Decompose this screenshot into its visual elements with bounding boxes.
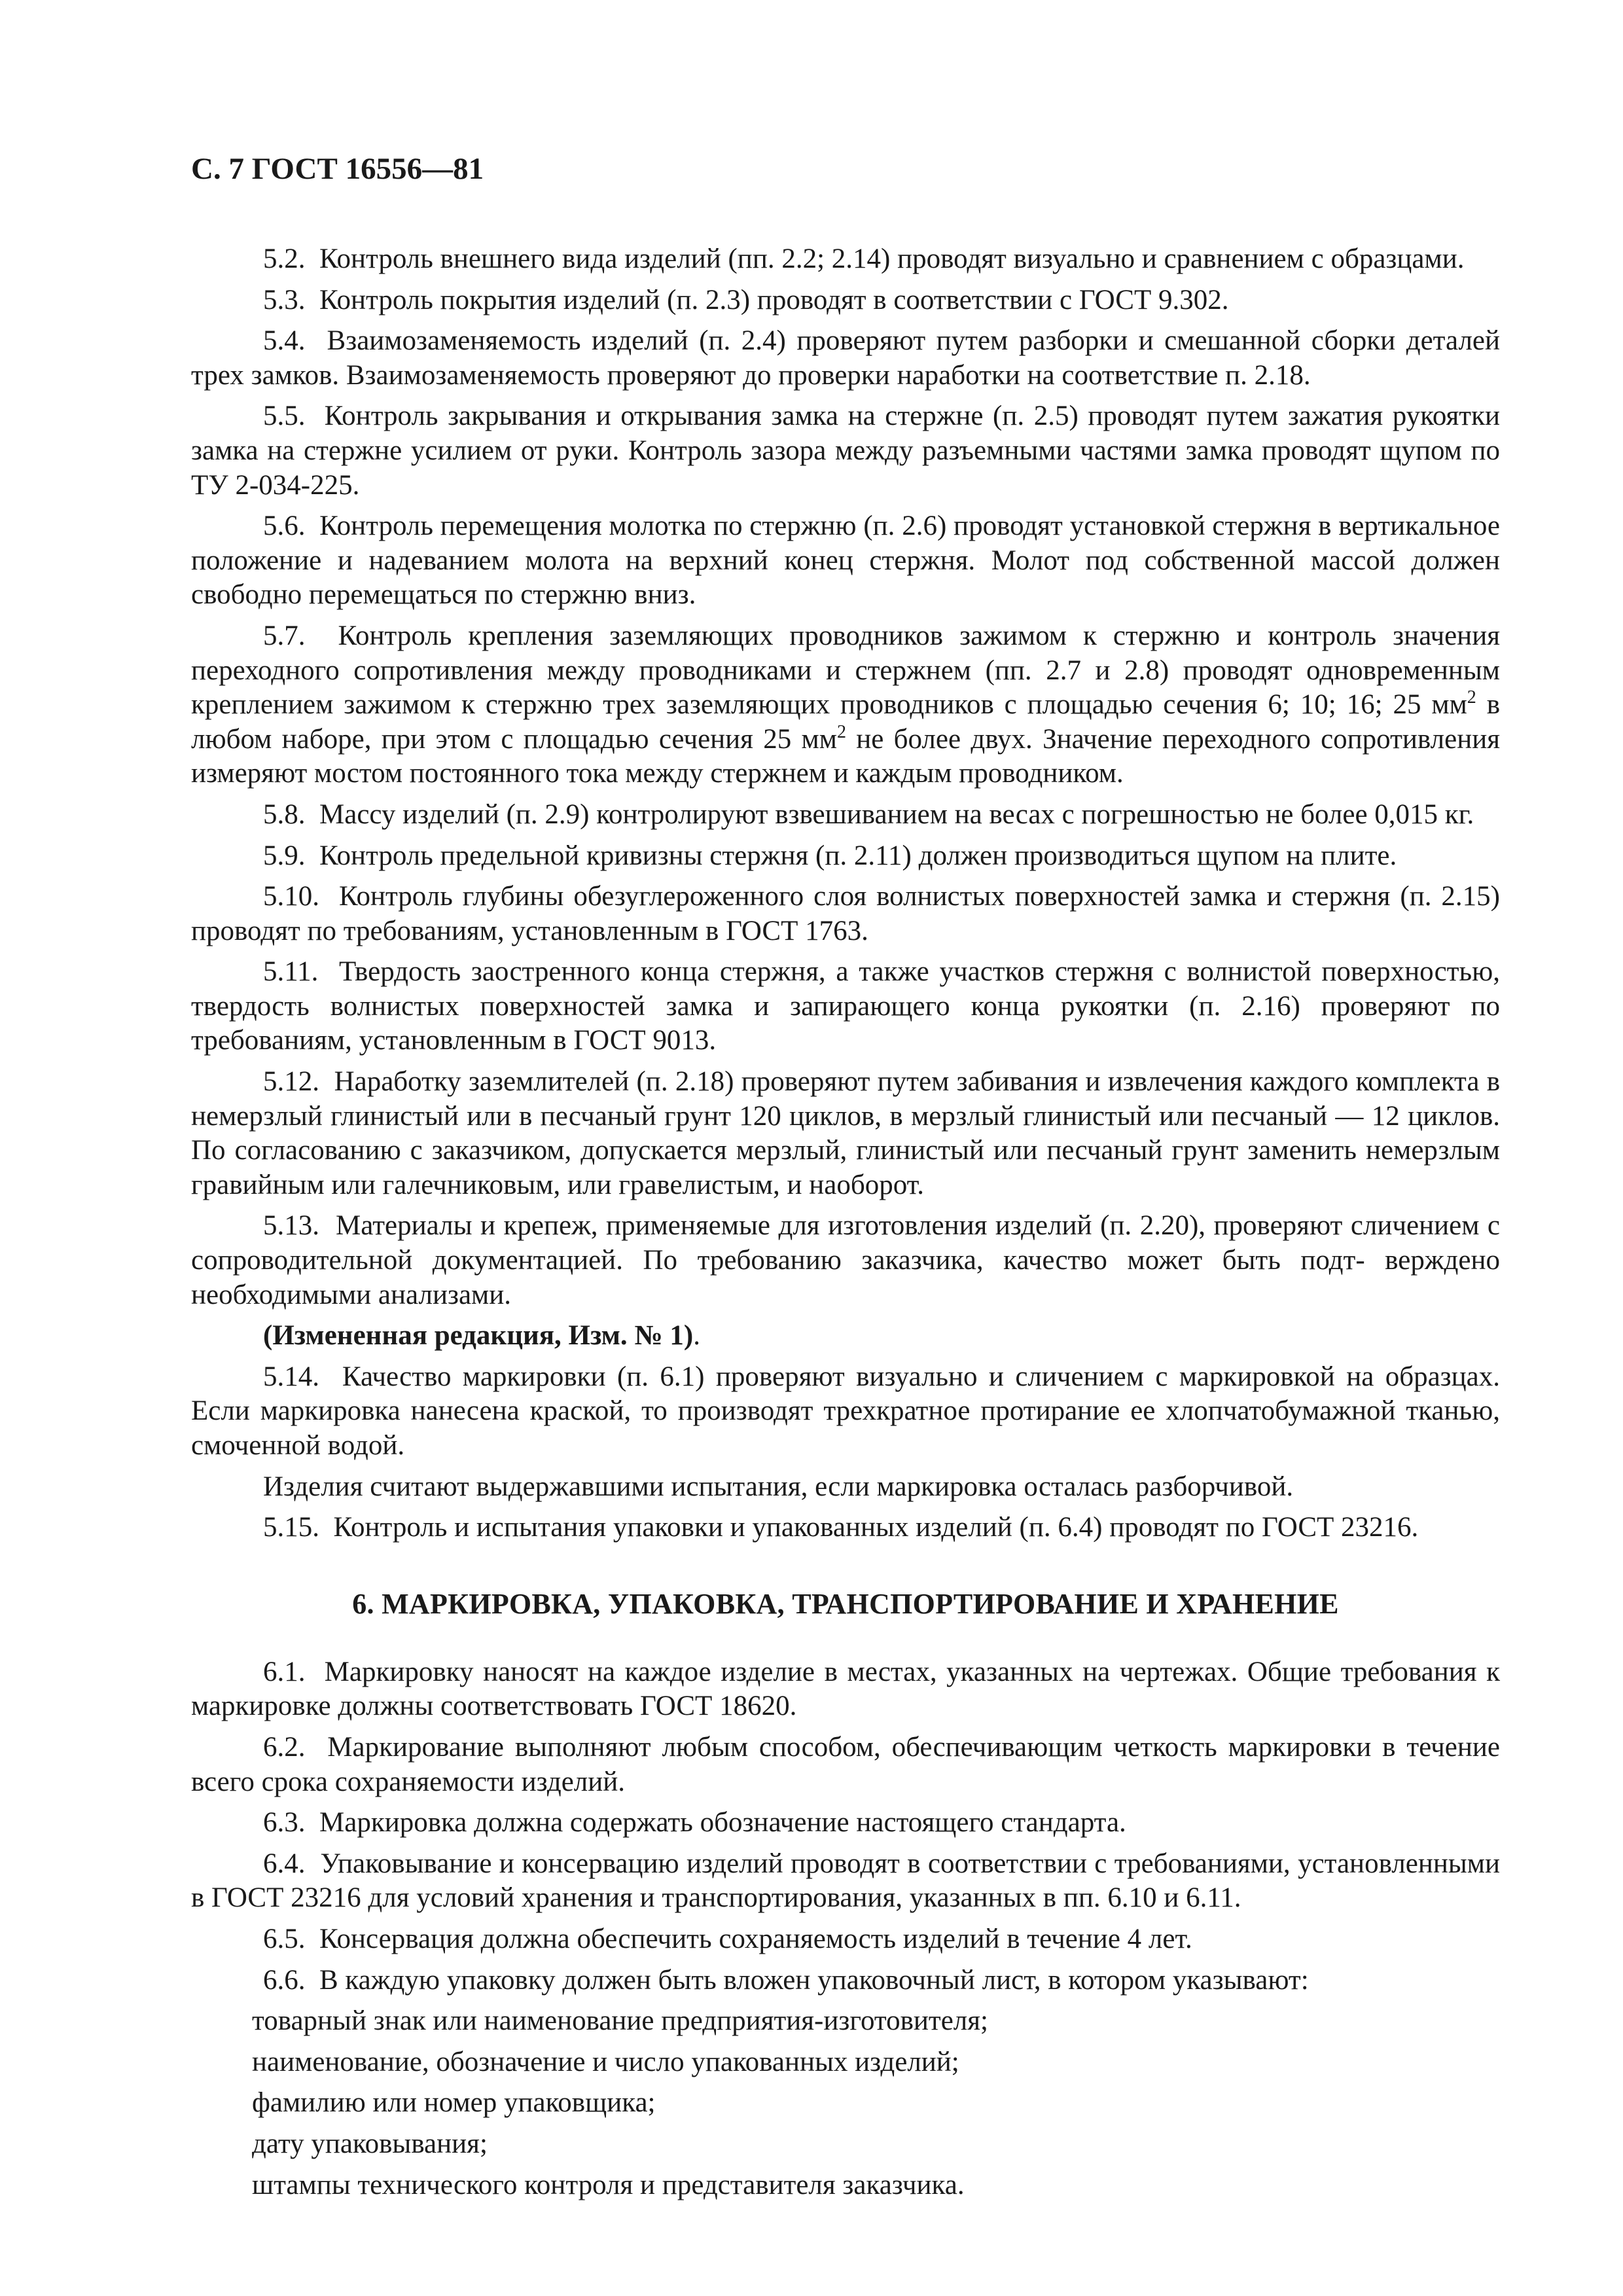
superscript: 2 <box>836 721 846 742</box>
clause-number: 6.3. <box>263 1807 306 1839</box>
clause-text: В каждую упаковку должен быть вложен упаковочный лист, в котором указывают: <box>319 1964 1309 1996</box>
clause-text: Маркирование выполняют любым способом, обеспечивающим четкость маркировки в течение всего срока сохраняемости изделий. <box>191 1731 1501 1797</box>
clause-6-3 <box>191 1806 1500 1840</box>
clause-text: Контроль крепления заземляющих проводников зажимом к стержню и контроль значения переходного сопротивления между проводниками и стержнем (пп. 2.7 и 2.8) проводят одновременным креплением зажимом к стержню трех заземляющих проводников с площадью сечения 6; 10; 16; 25 мм <box>191 620 1500 721</box>
clause-number: 5.12. <box>263 1066 319 1098</box>
clause-5-2 <box>191 242 1500 277</box>
clause-text: Контроль внешнего вида изделий (пп. 2.2; 2.14) проводят визуально и сравнением с образцами. <box>319 243 1465 274</box>
clause-number: 5.14. <box>263 1361 319 1392</box>
clause-number: 5.5. <box>263 401 306 432</box>
clause-number: 5.8. <box>263 798 306 830</box>
document-page <box>191 149 1500 2209</box>
clause-5-10 <box>191 880 1500 948</box>
clause-5-6 <box>191 509 1500 613</box>
clause-text: не более двух. Значение переходного сопротивления измеряют мостом постоянного тока между стержнем и каждым проводником. <box>191 723 1500 789</box>
clause-number: 5.4. <box>263 325 306 357</box>
packing-list-item: наименование, обозначение и число упакованных изделий; <box>252 2046 959 2077</box>
clause-5-14 <box>191 1360 1500 1463</box>
clause-text: Консервация должна обеспечить сохраняемость изделий в течение 4 лет. <box>319 1923 1192 1954</box>
clause-text: Наработку заземлителей (п. 2.18) проверяют путем забивания и извлечения каждого комплекта в немерзлый глинистый или в песчаный грунт 120 циклов, в мерзлый глинистый или песчаный — 12 циклов. По согласованию с заказчиком, допускается мерзлый, глинистый или песчаный грунт заменить немерзлым гравийным или галечниковым, или гравелистым, и наоборот. <box>191 1066 1500 1200</box>
clause-6-6 <box>191 1964 1500 1998</box>
clause-text: Маркировка должна содержать обозначение настоящего стандарта. <box>319 1807 1126 1839</box>
packing-list-item: дату упаковывания; <box>252 2128 488 2159</box>
clause-5-15 <box>191 1511 1500 1545</box>
clause-6-1 <box>191 1655 1500 1724</box>
clause-5-7 <box>191 619 1500 791</box>
packing-list-item: фамилию или номер упаковщика; <box>252 2087 656 2119</box>
clause-text: Контроль закрывания и открывания замка на стержне (п. 2.5) проводят путем зажатия рукоятки замка на стержне усилием от руки. Контроль зазора между разъемными частями замка проводят щупом по ТУ 2-034-225. <box>191 401 1501 501</box>
clause-5-12 <box>191 1065 1500 1202</box>
clause-text: в любом наборе, при этом с площадью сечения 25 мм <box>191 689 1500 755</box>
clause-number: 6.4. <box>263 1848 306 1879</box>
clause-5-11 <box>191 955 1500 1058</box>
clause-number: 6.1. <box>263 1656 306 1687</box>
clause-5-3 <box>191 283 1500 318</box>
clause-5-13 <box>191 1209 1500 1312</box>
clause-text: Материалы и крепеж, применяемые для изготовления изделий (п. 2.20), проверяют сличением с сопроводительной документацией. По требованию заказчика, качество может быть подт- верждено необходимыми анализами. <box>191 1210 1501 1310</box>
clause-number: 5.15. <box>263 1512 319 1543</box>
clause-number: 6.5. <box>263 1923 306 1954</box>
clause-number: 6.2. <box>263 1731 306 1763</box>
clause-text: Взаимозаменяемость изделий (п. 2.4) проверяют путем разборки и смешанной сборки деталей трех замков. Взаимозаменяемость проверяют до проверки наработки на соответствие п. 2.18. <box>191 325 1500 391</box>
clause-5-9 <box>191 839 1500 874</box>
clause-5-8 <box>191 798 1500 833</box>
clause-text: Твердость заостренного конца стержня, а также участков стержня с волнистой поверхностью, твердость волнистых поверхностей замка и запирающего конца рукоятки (п. 2.16) проверяют по требованиям, установленным в ГОСТ 9013. <box>191 956 1501 1056</box>
clause-text: Массу изделий (п. 2.9) контролируют взвешиванием на весах с погрешностью не более 0,015 кг. <box>319 798 1474 830</box>
clause-6-4 <box>191 1847 1500 1916</box>
clause-text: Контроль перемещения молотка по стержню (п. 2.6) проводят установкой стержня в вертикальное положение и надеванием молота на верхний конец стержня. Молот под собственной массой должен свободно перемещаться по стержню вниз. <box>191 511 1500 611</box>
clause-5-4 <box>191 324 1500 393</box>
clause-6-2 <box>191 1731 1500 1799</box>
clause-text: Контроль покрытия изделий (п. 2.3) проводят в соответствии с ГОСТ 9.302. <box>319 284 1229 315</box>
clause-number: 5.7. <box>263 620 306 651</box>
clause-number: 5.3. <box>263 284 306 315</box>
clause-5-5 <box>191 399 1500 503</box>
clause-5-14-note <box>191 1470 1500 1505</box>
clause-6-5 <box>191 1922 1500 1957</box>
superscript: 2 <box>1467 687 1476 708</box>
amendment-period: . <box>693 1320 700 1352</box>
clause-number: 6.6. <box>263 1964 306 1996</box>
clause-text: Упаковывание и консервацию изделий проводят в соответствии с требованиями, установленными в ГОСТ 23216 для условий хранения и транспортирования, указанных в пп. 6.10 и 6.11. <box>191 1848 1500 1914</box>
packing-list-item: товарный знак или наименование предприятия-изготовителя; <box>252 2005 988 2037</box>
amendment-note <box>191 1319 1500 1354</box>
clause-number: 5.13. <box>263 1210 319 1242</box>
page-header: С. 7 ГОСТ 16556—81 <box>191 152 484 186</box>
clause-text: Качество маркировки (п. 6.1) проверяют визуально и сличением с маркировкой на образцах. Если маркировка нанесена краской, то производят трехкратное протирание ее хлопчатобумажной тканью, смоченной водой. <box>191 1361 1501 1461</box>
clause-number: 5.6. <box>263 511 306 542</box>
clause-text: Контроль и испытания упаковки и упакованных изделий (п. 6.4) проводят по ГОСТ 23216. <box>333 1512 1419 1543</box>
packing-list-item: штампы технического контроля и представителя заказчика. <box>252 2169 965 2200</box>
clause-text: Контроль глубины обезуглероженного слоя волнистых поверхностей замка и стержня (п. 2.15) проводят по требованиям, установленным в ГОСТ 1763. <box>191 881 1500 946</box>
clause-text: Изделия считают выдержавшими испытания, если маркировка осталась разборчивой. <box>263 1471 1294 1502</box>
clause-number: 5.2. <box>263 243 306 274</box>
clause-number: 5.10. <box>263 881 319 912</box>
clause-text: Маркировку наносят на каждое изделие в местах, указанных на чертежах. Общие требования к маркировке должны соответствовать ГОСТ 18620. <box>191 1656 1500 1722</box>
amendment-text: (Измененная редакция, Изм. № 1) <box>263 1320 694 1352</box>
clause-number: 5.11. <box>263 956 319 988</box>
clause-text: Контроль предельной кривизны стержня (п. 2.11) должен производиться щупом на плите. <box>319 840 1397 871</box>
clause-number: 5.9. <box>263 840 306 871</box>
section-6-title: 6. МАРКИРОВКА, УПАКОВКА, ТРАНСПОРТИРОВАНИЕ И ХРАНЕНИЕ <box>352 1587 1339 1620</box>
